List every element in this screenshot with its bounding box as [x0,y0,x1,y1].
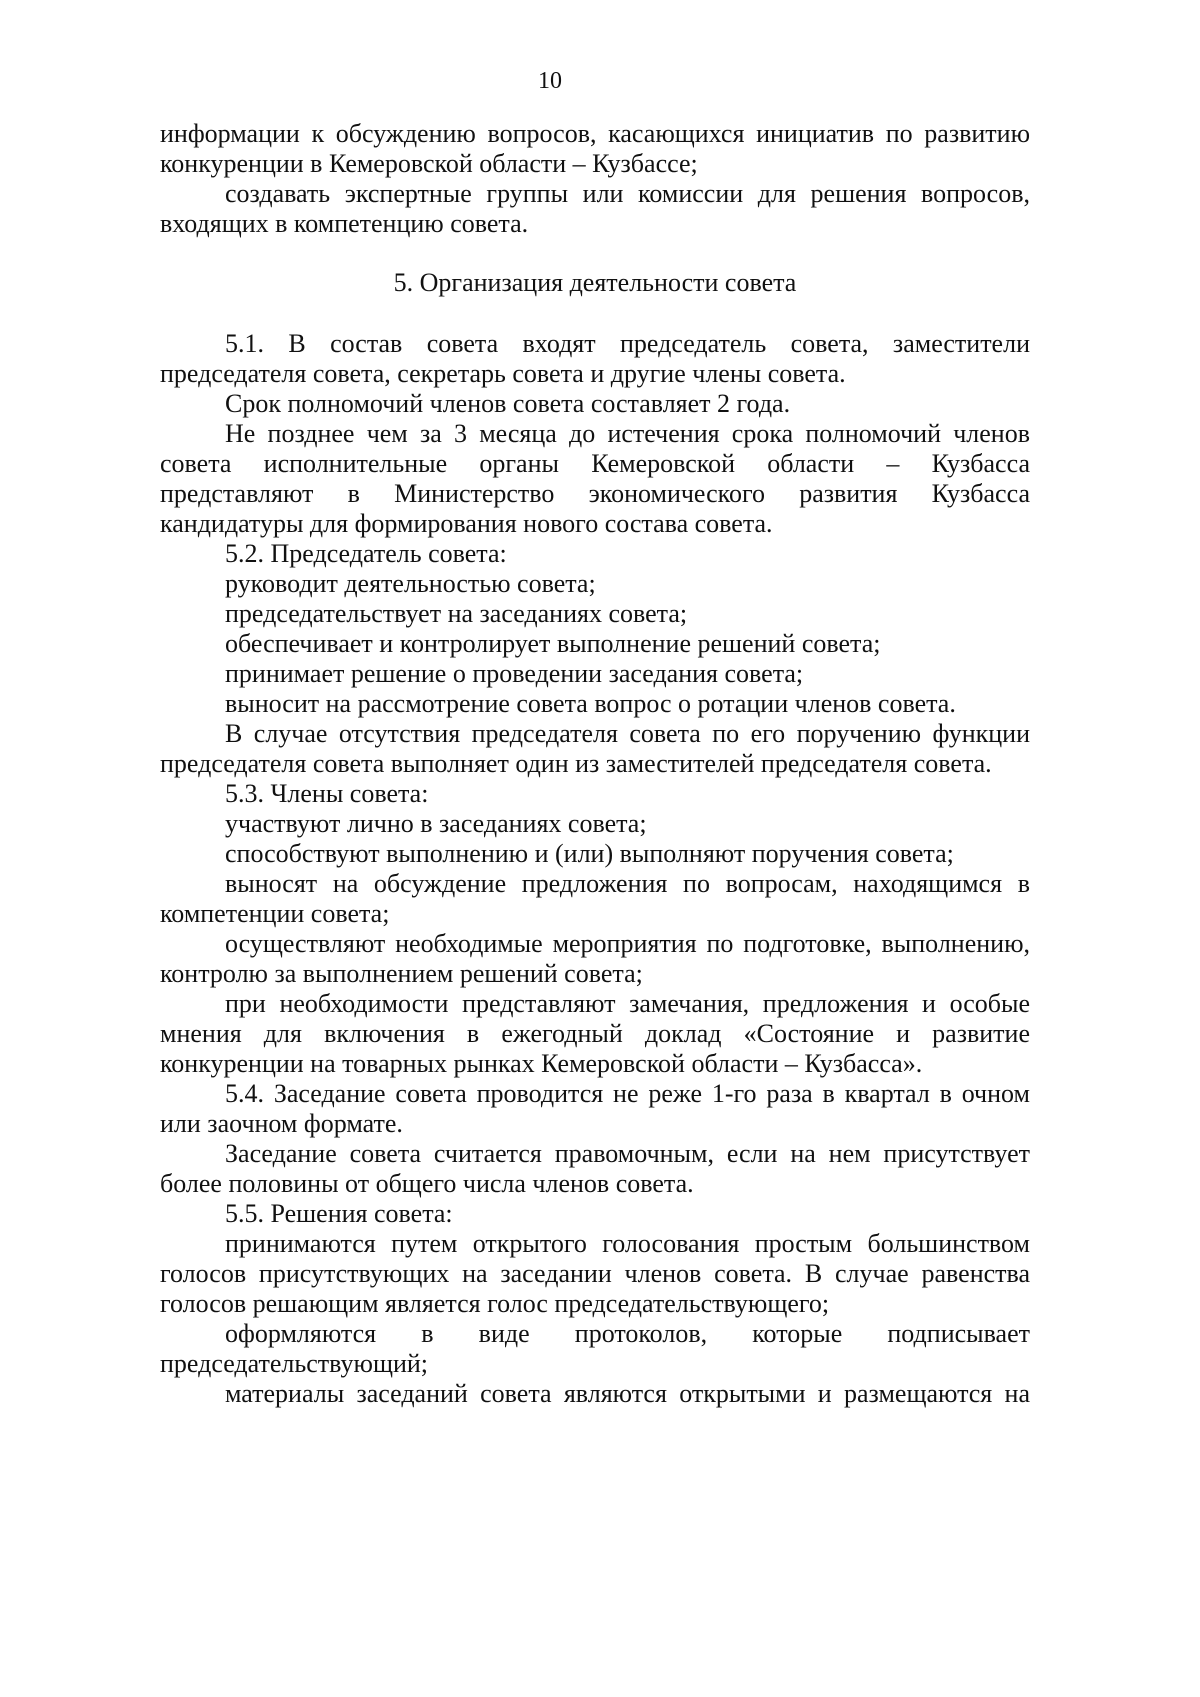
text-line: председателя совета выполняет один из заместителей председателя совета. [160,749,992,778]
text-line: информации к обсуждению вопросов, касающихся инициатив по развитию [160,119,1030,148]
text-line: способствуют выполнению и (или) выполняют поручения совета; [225,839,954,868]
text-line: голосов присутствующих на заседании членов совета. В случае равенства [160,1259,1030,1288]
text-line: или заочном формате. [160,1109,403,1138]
section-heading: 5. Организация деятельности совета [393,268,797,297]
text-line: выносят на обсуждение предложения по вопросам, находящимся в [225,869,1030,898]
text-line: руководит деятельностью совета; [225,569,596,598]
text-line: конкуренции в Кемеровской области – Кузбассе; [160,149,698,178]
text-line: 5.4. Заседание совета проводится не реже 1-го раза в квартал в очном [225,1079,1030,1108]
text-line: 5.2. Председатель совета: [225,539,507,568]
text-line: оформляются в виде протоколов, которые подписывает [225,1319,1030,1348]
text-line: конкуренции на товарных рынках Кемеровской области – Кузбасса». [160,1049,923,1078]
text-line: голосов решающим является голос председательствующего; [160,1289,830,1318]
text-line: мнения для включения в ежегодный доклад «Состояние и развитие [160,1019,1030,1048]
text-line: осуществляют необходимые мероприятия по подготовке, выполнению, [225,929,1030,958]
text-line: Срок полномочий членов совета составляет 2 года. [225,389,791,418]
text-line: Не позднее чем за 3 месяца до истечения срока полномочий членов [225,419,1030,448]
text-line: материалы заседаний совета являются открытыми и размещаются на [225,1379,1030,1408]
text-line: 5.1. В состав совета входят председатель совета, заместители [225,329,1030,358]
text-line: председателя совета, секретарь совета и другие члены совета. [160,359,846,388]
text-line: входящих в компетенцию совета. [160,209,529,238]
text-line: принимает решение о проведении заседания совета; [225,659,804,688]
text-line: В случае отсутствия председателя совета по его поручению функции [225,719,1030,748]
text-line: кандидатуры для формирования нового состава совета. [160,509,773,538]
text-line: при необходимости представляют замечания, предложения и особые [225,989,1030,1018]
text-line: 5.5. Решения совета: [225,1199,453,1228]
text-line: более половины от общего числа членов совета. [160,1169,694,1198]
page-number: 10 [538,68,562,94]
text-line: председательствующий; [160,1349,429,1378]
text-line: обеспечивает и контролирует выполнение решений совета; [225,629,881,658]
text-line: контролю за выполнением решений совета; [160,959,643,988]
text-line: 5.3. Члены совета: [225,779,429,808]
text-line: Заседание совета считается правомочным, если на нем присутствует [225,1139,1030,1168]
text-line: участвуют лично в заседаниях совета; [225,809,647,838]
text-line: председательствует на заседаниях совета; [225,599,688,628]
text-line: совета исполнительные органы Кемеровской области – Кузбасса [160,449,1030,478]
text-line: компетенции совета; [160,899,390,928]
text-line: принимаются путем открытого голосования простым большинством [225,1229,1030,1258]
text-line: выносит на рассмотрение совета вопрос о ротации членов совета. [225,689,956,718]
text-line: создавать экспертные группы или комиссии для решения вопросов, [225,179,1030,208]
text-line: представляют в Министерство экономического развития Кузбасса [160,479,1030,508]
